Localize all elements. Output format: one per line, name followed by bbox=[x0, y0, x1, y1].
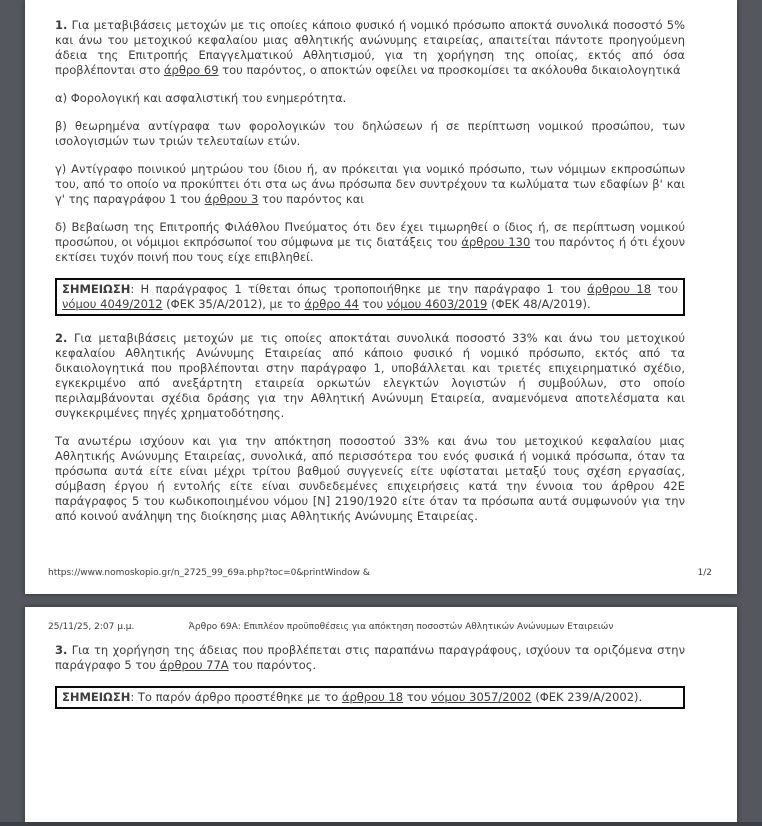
article-link[interactable]: νόμου 4603/2019 bbox=[386, 297, 488, 311]
text-segment: 2. bbox=[55, 331, 68, 345]
footer-url: https://www.nomoskopio.gr/n_2725_99_69a.php?toc=0&printWindow & bbox=[48, 568, 370, 578]
print-datetime: 25/11/25, 2:07 μ.μ. bbox=[48, 622, 135, 632]
text-segment: Για τη χορήγηση της άδειας που προβλέπεται στις παραπάνω παραγράφους, ισχύουν τα οριζόμενα στην παράγραφο 5 του bbox=[55, 643, 685, 672]
text-segment: (ΦΕΚ 48/Α/2019). bbox=[487, 297, 591, 311]
article-link[interactable]: άρθρο 69 bbox=[163, 63, 219, 77]
text-segment: του παρόντος και bbox=[258, 192, 365, 206]
text-segment: Για μεταβιβάσεις μετοχών με τις οποίες κάποιο φυσικό ή νομικό πρόσωπο αποκτά συνολικά ποσοστό 5% και άνω του μετοχικού κεφαλαίου μιας αθλητικής ανώνυμης εταιρείας, απαιτείται πάντοτε προηγούμενη άδεια της Επιτροπής Επαγγελματικού Αθλητισμού, για τη χορήγηση της οποίας, εκτός από όσα προβλέπονται στο bbox=[55, 18, 685, 77]
text-segment: του bbox=[651, 282, 678, 296]
article-link[interactable]: νόμου 4049/2012 bbox=[62, 297, 163, 311]
text-segment: του bbox=[358, 297, 387, 311]
text-segment: του παρόντος, ο αποκτών οφείλει να προσκομίσει τα ακόλουθα δικαιολογητικά bbox=[218, 63, 681, 77]
page-2-header bbox=[25, 607, 737, 634]
page-indicator: 1/2 bbox=[697, 568, 712, 578]
note-box-article bbox=[55, 686, 685, 709]
paragraph-item-c bbox=[55, 162, 685, 207]
document-page-1 bbox=[25, 0, 737, 594]
paragraph-3 bbox=[55, 643, 685, 673]
document-page-2 bbox=[25, 607, 737, 823]
paragraph-item-d bbox=[55, 220, 685, 265]
article-link[interactable]: άρθρου 77Α bbox=[159, 658, 229, 672]
note-box-paragraph-1 bbox=[55, 278, 685, 316]
article-link[interactable]: άρθρου 18 bbox=[587, 282, 652, 296]
paragraph-2 bbox=[55, 331, 685, 421]
text-segment: Τα ανωτέρω ισχύουν και για την απόκτηση ποσοστού 33% και άνω του μετοχικού κεφαλαίου μιας Αθλητικής Ανώνυμης Εταιρείας, συνολικά, από περισσότερα του ενός φυσικά ή νομικά πρόσωπα, όταν τα πρόσωπα αυτά είτε είναι μέχρι τρίτου βαθμού συγγενείς είτε υφίσταται μεταξύ τους σχέση εργασίας, σύμβαση έργου ή εντολής είτε είναι συνδεδεμένες επιχειρήσεις κατά την έννοια του άρθρου 42Ε παράγραφος 5 του κωδικοποιημένου νόμου [Ν] 2190/1920 είτε όταν τα πρόσωπα αυτά συμφωνούν για την από κοινού ανάληψη της διοίκησης μιας Αθλητικής Ανώνυμης Εταιρείας. bbox=[55, 434, 685, 523]
text-segment: : Η παράγραφος 1 τίθεται όπως τροποποιήθηκε με την παράγραφο 1 του bbox=[130, 282, 588, 296]
paragraph-item-a bbox=[55, 91, 685, 106]
article-link[interactable]: νόμου 3057/2002 bbox=[431, 690, 532, 704]
page-1-content bbox=[25, 0, 737, 558]
document-title: Άρθρο 69Α: Επιπλέον προϋποθέσεις για απόκτηση ποσοστών Αθλητικών Ανώνυμων Εταιρειών bbox=[188, 622, 614, 632]
text-segment: ΣΗΜΕΙΩΣΗ bbox=[62, 282, 131, 296]
paragraph-2-continued bbox=[55, 434, 685, 524]
text-segment: του bbox=[403, 690, 432, 704]
text-segment: δ) Βεβαίωση της Επιτροπής Φιλάθλου Πνεύματος ότι δεν έχει τιμωρηθεί ο ίδιος ή, σε περίπτωση νομικού προσώπου, οι νόμιμοι εκπρόσωποί του σύμφωνα με τις διατάξεις του bbox=[55, 220, 685, 249]
page-2-content bbox=[25, 634, 737, 709]
page-1-footer bbox=[48, 568, 712, 578]
text-segment: : Το παρόν άρθρο προστέθηκε με το bbox=[130, 690, 342, 704]
text-segment: του παρόντος. bbox=[228, 658, 317, 672]
text-segment: του παρόντος ή ότι έχουν εκτίσει τυχόν ποινή που τους είχε επιβληθεί. bbox=[55, 235, 685, 264]
article-link[interactable]: άρθρου 18 bbox=[341, 690, 404, 704]
article-link[interactable]: άρθρο 44 bbox=[304, 297, 359, 311]
paragraph-item-b bbox=[55, 119, 685, 149]
paragraph-1 bbox=[55, 18, 685, 78]
article-link[interactable]: άρθρου 3 bbox=[204, 192, 259, 206]
article-link[interactable]: άρθρου 130 bbox=[461, 235, 531, 249]
text-segment: α) Φορολογική και ασφαλιστική του ενημερότητα. bbox=[55, 91, 347, 105]
window-bottom-edge bbox=[0, 822, 762, 826]
text-segment: 1. bbox=[55, 18, 68, 32]
text-segment: Για μεταβιβάσεις μετοχών με τις οποίες αποκτάται συνολικά ποσοστό 33% και άνω του μετοχικού κεφαλαίου Αθλητικής Ανώνυμης Εταιρείας από κάποιο φυσικό ή νομικό πρόσωπο, εκτός από τα δικαιολογητικά που προβλέπονται στην παράγραφο 1, υποβάλλεται και τριετές επιχειρηματικό σχέδιο, εγκεκριμένο από ανεξάρτητη εταιρεία ορκωτών ελεγκτών λογιστών ή συμβούλων, στο οποίο περιλαμβάνονται σχέδια δράσης για την Αθλητική Ανώνυμη Εταιρεία, αναμενόμενα αποτελέσματα και συγκεκριμένες πηγές χρηματοδότησης. bbox=[55, 331, 685, 420]
text-segment: 3. bbox=[55, 643, 68, 657]
text-segment: ΣΗΜΕΙΩΣΗ bbox=[62, 690, 131, 704]
text-segment: β) θεωρημένα αντίγραφα των φορολογικών του δηλώσεων ή σε περίπτωση νομικού προσώπου, των ισολογισμών των τριών τελευταίων ετών. bbox=[55, 119, 685, 148]
text-segment: (ΦΕΚ 239/Α/2002). bbox=[531, 690, 643, 704]
text-segment: γ) Αντίγραφο ποινικού μητρώου του ίδιου ή, αν πρόκειται για νομικό πρόσωπο, των νόμιμων εκπροσώπων του, από το οποίο να προκύπτει ότι στα ως άνω πρόσωπα δεν συντρέχουν τα κωλύματα των εδαφίων β' και γ' της παραγράφου 1 του bbox=[55, 162, 685, 206]
text-segment: (ΦΕΚ 35/Α/2012), με το bbox=[162, 297, 305, 311]
